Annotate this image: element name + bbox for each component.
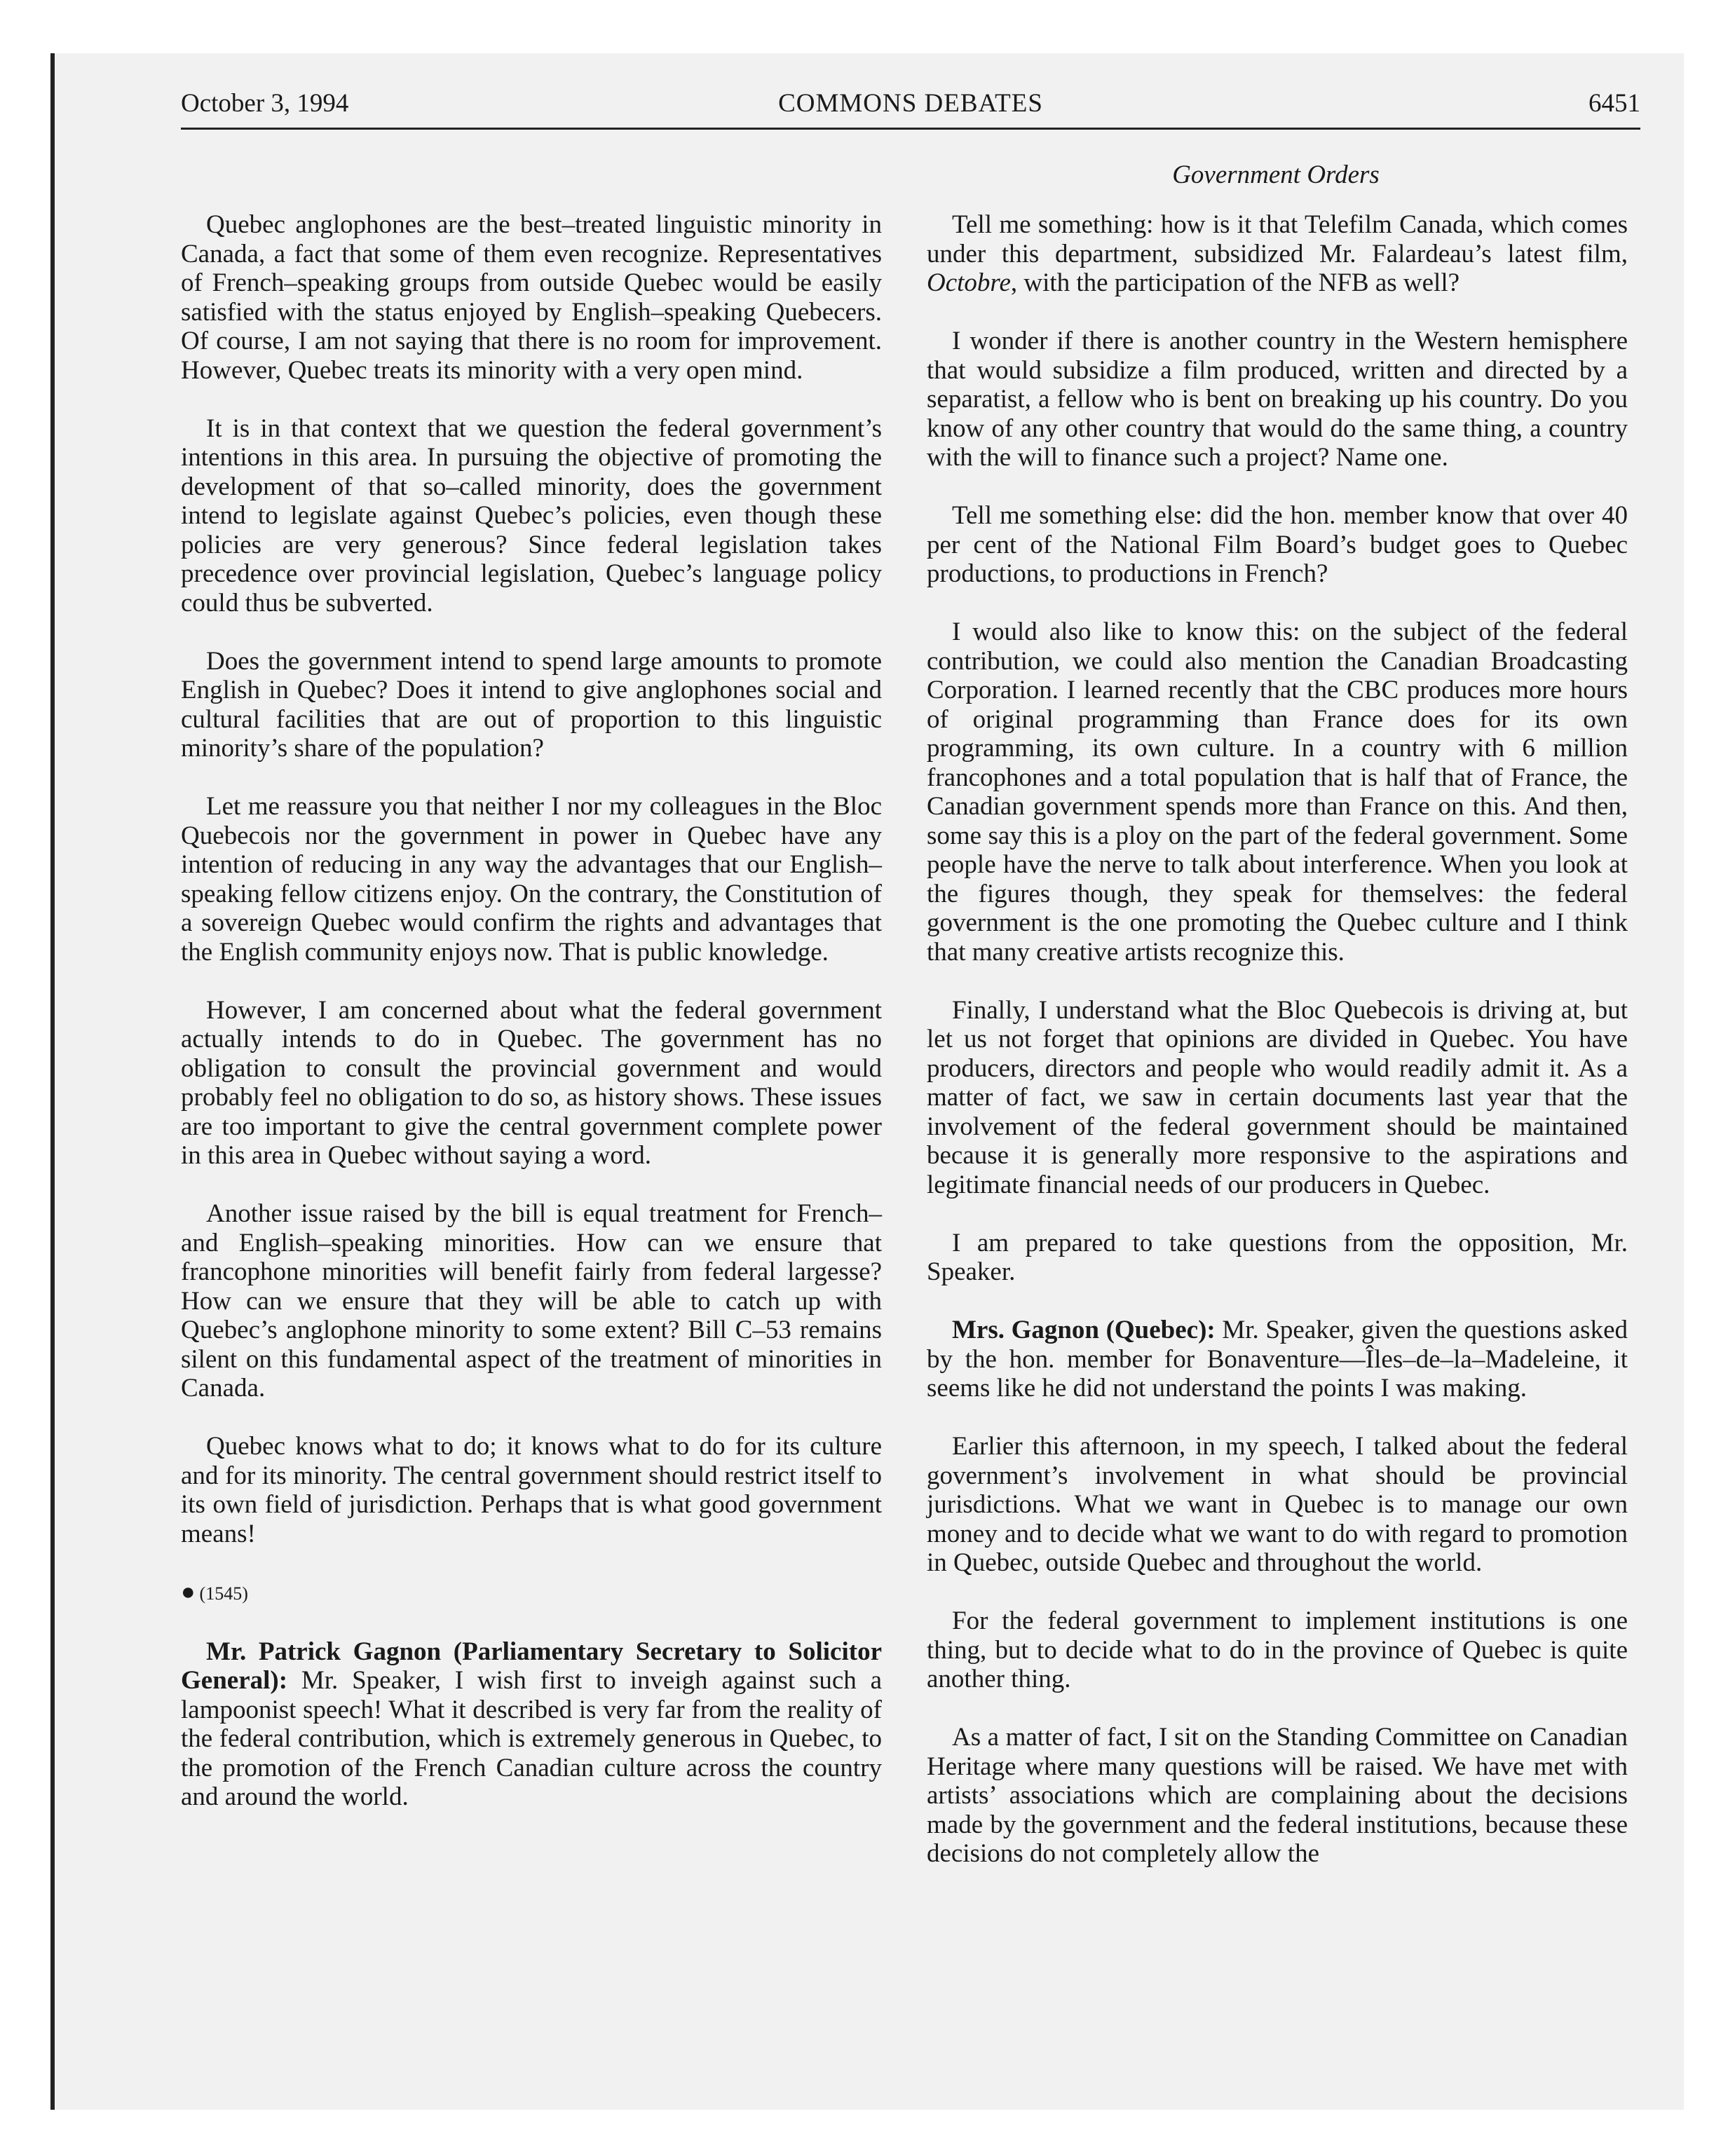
section-title: Government Orders <box>1172 161 1380 189</box>
right-paragraph-5: Finally, I understand what the Bloc Quebecois is driving at, but let us not forget that opinions are divided in Quebec. You have producers, directors and people who would readily admit it. As a matter of fact, we saw in certain documents last year that the involvement of the federal government should be maintained because it is generally more responsive to the aspirations and legitimate financial needs of our producers in Quebec. <box>927 995 1628 1199</box>
speaker-name: Mrs. Gagnon (Quebec): <box>952 1316 1216 1344</box>
left-paragraph-2: It is in that context that we question the federal government’s intentions in this area. In pursuing the objective of promoting the development of that so–called minority, does the government intend to legislate against Quebec’s policies, even though these policies are very generous? Since federal legislation takes precedence over provincial legislation, Quebec’s language policy could thus be subverted. <box>181 414 882 618</box>
film-title: Octobre <box>927 268 1011 297</box>
right-paragraph-7-text: Mr. Speaker, given the questions asked by the hon. member for Bonaventure—Îles–de–la–Madeleine, it seems like he did not understand the points I was making. <box>927 1316 1628 1403</box>
right-column <box>927 210 1628 1897</box>
speaker-name: Mr. Patrick Gagnon (Parliamentary Secretary to Solicitor General): <box>181 1637 882 1695</box>
right-paragraph-2: I wonder if there is another country in the Western hemisphere that would subsidize a film produced, written and directed by a separatist, a fellow who is bent on breaking up his country. Do you know of any other country that would do the same thing, a country with the will to finance such a project? Name one. <box>927 327 1628 472</box>
left-paragraph-1: Quebec anglophones are the best–treated linguistic minority in Canada, a fact that some of them even recognize. Representatives of French–speaking groups from outside Quebec would be easily satisfied with the status enjoyed by English–speaking Quebecers. Of course, I am not saying that there is no room for improvement. However, Quebec treats its minority with a very open mind. <box>181 210 882 385</box>
time-mark <box>181 1578 882 1609</box>
left-paragraph-4: Let me reassure you that neither I nor my colleagues in the Bloc Quebecois nor the government in power in Quebec have any intention of reducing in any way the advantages that our English–speaking fellow citizens enjoy. On the contrary, the Constitution of a sovereign Quebec would confirm the rights and advantages that the English community enjoys now. That is public knowledge. <box>181 792 882 967</box>
page-header <box>181 83 1640 125</box>
time-mark-label: (1545) <box>199 1583 248 1604</box>
left-paragraph-5: However, I am concerned about what the federal government actually intends to do in Quebec. The government has no obligation to consult the provincial government and would probably feel no obligation to do so, as history shows. These issues are too important to give the central government complete power in this area in Quebec without saying a word. <box>181 995 882 1170</box>
right-paragraph-6: I am prepared to take questions from the opposition, Mr. Speaker. <box>927 1228 1628 1286</box>
header-title: COMMONS DEBATES <box>778 89 1043 118</box>
header-page-number: 6451 <box>1588 89 1640 118</box>
right-paragraph-10: As a matter of fact, I sit on the Standing Committee on Canadian Heritage where many questions will be raised. We have met with artists’ associations which are complaining about the decisions made by the government and the federal institutions, because these decisions do not completely allow the <box>927 1723 1628 1868</box>
right-paragraph-1 <box>927 210 1628 298</box>
right-paragraph-9: For the federal government to implement institutions is one thing, but to decide what to do in the province of Quebec is quite another thing. <box>927 1606 1628 1693</box>
header-rule <box>181 128 1640 130</box>
left-paragraph-6: Another issue raised by the bill is equal treatment for French– and English–speaking minorities. How can we ensure that francophone minorities will benefit fairly from federal largesse? How can we ensure that they will be able to catch up with Quebec’s anglophone minority to some extent? Bill C–53 remains silent on this fundamental aspect of the treatment of minorities in Canada. <box>181 1199 882 1403</box>
right-paragraph-1-text-b: , with the participation of the NFB as well? <box>1010 268 1460 297</box>
right-paragraph-4: I would also like to know this: on the subject of the federal contribution, we could also mention the Canadian Broadcasting Corporation. I learned recently that the CBC produces more hours of original programming than France does for its own programming, its own culture. In a country with 6 million francophones and a total population that is half that of France, the Canadian government spends more than France on this. And then, some say this is a ploy on the part of the federal government. Some people have the nerve to talk about interference. When you look at the figures though, they speak for themselves: the federal government is the one promoting the Quebec culture and I think that many creative artists recognize this. <box>927 618 1628 967</box>
left-paragraph-8-text: Mr. Speaker, I wish first to inveigh against such a lampoonist speech! What it described is very far from the reality of the federal contribution, which is extremely generous in Quebec, to the promotion of the French Canadian culture across the country and around the world. <box>181 1666 882 1811</box>
right-paragraph-1-text-a: Tell me something: how is it that Telefilm Canada, which comes under this department, subsidized Mr. Falardeau’s latest film, <box>927 210 1628 268</box>
right-paragraph-8: Earlier this afternoon, in my speech, I talked about the federal government’s involvement in what should be provincial jurisdictions. What we want in Quebec is to manage our own money and to decide what we want to do with regard to promotion in Quebec, outside Quebec and throughout the world. <box>927 1432 1628 1577</box>
header-date: October 3, 1994 <box>181 89 349 118</box>
left-column <box>181 210 882 1841</box>
bullet-icon: ● <box>181 1578 196 1605</box>
right-paragraph-3: Tell me something else: did the hon. member know that over 40 per cent of the National Film Board’s budget goes to Quebec productions, to productions in French? <box>927 501 1628 588</box>
right-paragraph-7 <box>927 1316 1628 1403</box>
left-paragraph-8 <box>181 1637 882 1812</box>
left-paragraph-7: Quebec knows what to do; it knows what to do for its culture and for its minority. The central government should restrict itself to its own field of jurisdiction. Perhaps that is what good government means! <box>181 1432 882 1548</box>
left-paragraph-3: Does the government intend to spend large amounts to promote English in Quebec? Does it intend to give anglophones social and cultural facilities that are out of proportion to this linguistic minority’s share of the population? <box>181 646 882 763</box>
